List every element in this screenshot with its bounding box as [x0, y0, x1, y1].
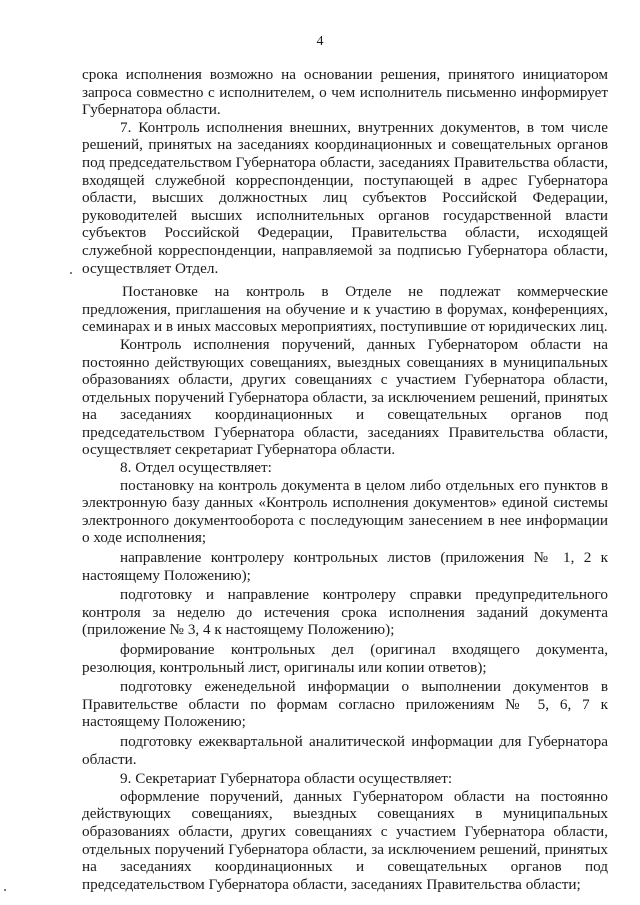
paragraph-continuation: срока исполнения возможно на основании решения, принятого инициатором запроса совместно с исполнителем, о чем исполнитель письменно информирует Губернатора области.	[82, 66, 608, 119]
paragraph-secretariat-control: Контроль исполнения поручений, данных Губернатором области на постоянно действующих совещаниях, выездных совещаниях в муниципальных образованиях области, других совещаниях с участием Губернатора области, отдельных поручений Губернатора области, за исключением решений, принятых на заседаниях координационных и совещательных органов под председательством Губернатора области, заседаниях Правительства области, осуществляет секретариат Губернатора области.	[82, 335, 608, 459]
list-item-warning-reference: подготовку и направление контролеру справки предупредительного контроля за неделю до истечения срока исполнения заданий документа (приложение № 3, 4 к настоящему Положению);	[82, 586, 608, 639]
scan-speck	[4, 889, 6, 891]
list-item-instructions: оформление поручений, данных Губернатором области на постоянно действующих совещаниях, выездных совещаниях в муниципальных образованиях области, других совещаниях с участием Губернатора области, отдельных поручений Губернатора области, за исключением решений, принятых на заседаниях координационных и совещательных органов под председательством Губернатора области, заседаниях Правительства области;	[82, 787, 608, 893]
list-item-control-sheets: направление контролеру контрольных листов (приложения № 1, 2 к настоящему Положению);	[82, 549, 608, 584]
list-item-control-files: формирование контрольных дел (оригинал входящего документа, резолюция, контрольный лист, оригиналы или копии ответов);	[82, 641, 608, 676]
paragraph-not-subject-to-control: Постановке на контроль в Отделе не подлежат коммерческие предложения, приглашения на обучение и к участию в форумах, конференциях, семинарах и в иных массовых мероприятиях, поступившие от юридических лиц.	[82, 283, 608, 336]
paragraph-section-7: 7. Контроль исполнения внешних, внутренних документов, в том числе решений, принятых на заседаниях координационных и совещательных органов под председательством Губернатора области, заседаниях Правительства области, входящей служебной корреспонденции, поступающей в адрес Губернатора области, высших должностных лиц субъектов Российской Федерации, руководителей высших исполнительных органов государственной власти субъектов Российской Федерации, Правительства области, исходящей служебной корреспонденции, направляемой за подписью Губернатора области, осуществляет Отдел.	[82, 118, 608, 277]
list-item-registration: постановку на контроль документа в целом либо отдельных его пунктов в электронную базу данных «Контроль исполнения документов» единой системы электронного документооборота с последующим занесением в нее информации о ходе исполнения;	[82, 476, 608, 547]
page-number: 4	[316, 34, 324, 49]
paragraph-section-8-heading: 8. Отдел осуществляет:	[120, 459, 272, 477]
scan-speck	[70, 272, 72, 274]
list-item-quarterly-info: подготовку ежеквартальной аналитической информации для Губернатора области.	[82, 732, 608, 768]
document-body	[82, 66, 608, 893]
list-item-weekly-info: подготовку еженедельной информации о выполнении документов в Правительстве области по формам согласно приложениям № 5, 6, 7 к настоящему Положению;	[82, 678, 608, 731]
paragraph-section-9-heading: 9. Секретариат Губернатора области осуществляет:	[120, 770, 453, 788]
